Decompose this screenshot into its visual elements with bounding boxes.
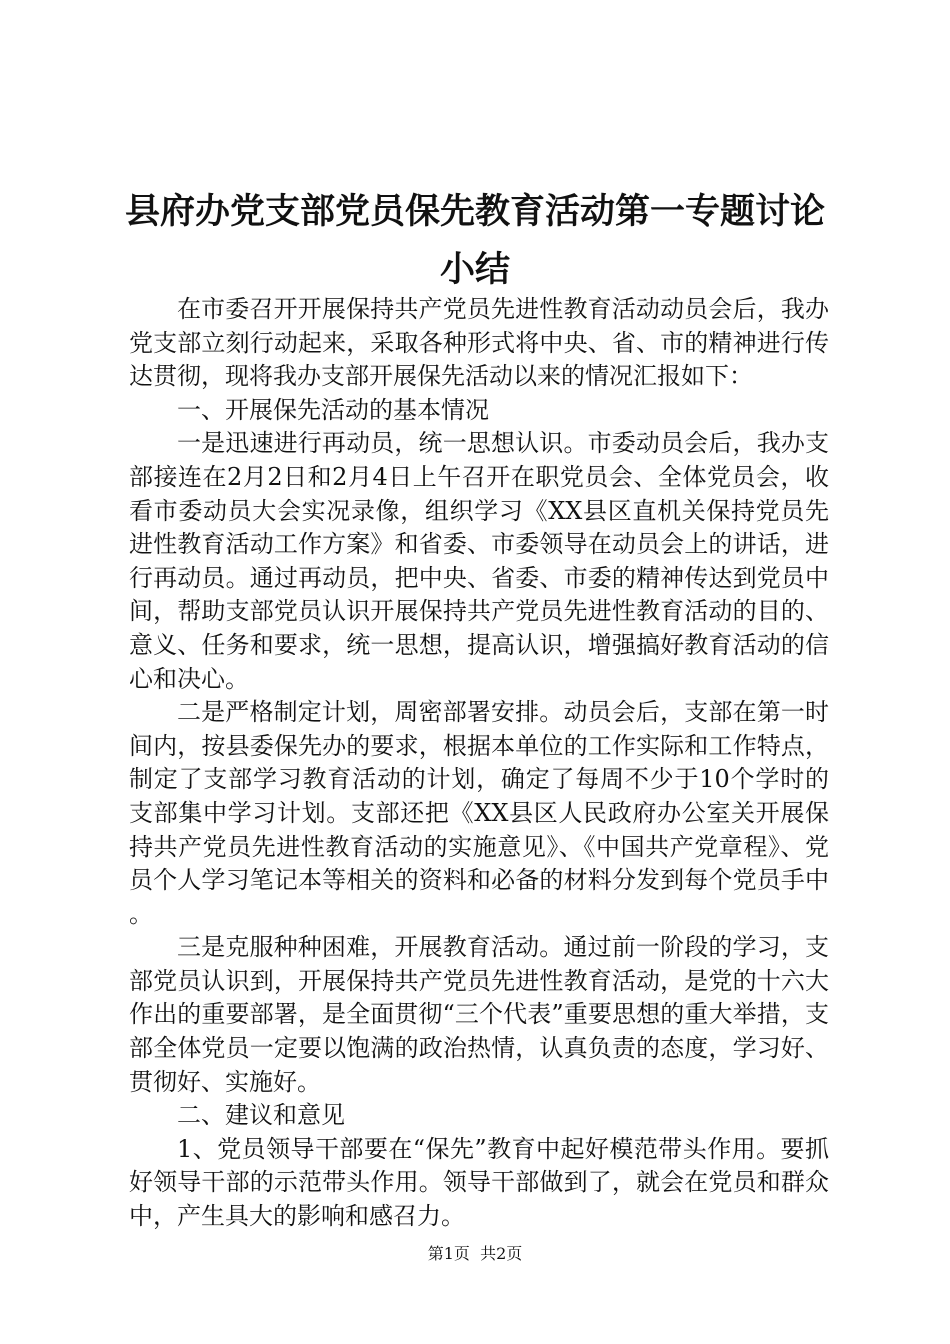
document-title-line-2: 小结 — [439, 250, 510, 290]
paragraph-planning: 二是严格制定计划，周密部署安排。动员会后，支部在第一时间内，按县委保先办的要求，根据本单位的工作实际和工作特点，制定了支部学习教育活动的计划，确定了每周不少于10个学时的支部集中学习计划。支部还把《XX县区人民政府办公室关开展保持共产党员先进性教育活动的实施意见》、《中国共产党章程》、党员个人学习笔记本等相关的资料和必备的材料分发到每个党员手中。 — [129, 698, 829, 928]
page-number-indicator: 第1页 共2页 — [427, 1244, 523, 1263]
intro-paragraph: 在市委召开开展保持共产党员先进性教育活动动员会后，我办党支部立刻行动起来，采取各种形式将中央、省、市的精神进行传达贯彻，现将我办支部开展保先活动以来的情况汇报如下： — [129, 295, 829, 391]
paragraph-education-activities: 三是克服种种困难，开展教育活动。通过前一阶段的学习，支部党员认识到，开展保持共产党员先进性教育活动，是党的十六大作出的重要部署，是全面贯彻“三个代表”重要思想的重大举措，支部全体党员一定要以饱满的政治热情，认真负责的态度，学习好、贯彻好、实施好。 — [129, 933, 829, 1096]
document-title-line-1: 县府办党支部党员保先教育活动第一专题讨论 — [124, 192, 825, 232]
section-heading-basic-situation: 一、开展保先活动的基本情况 — [177, 395, 489, 424]
section-heading-suggestions: 二、建议和意见 — [177, 1101, 345, 1130]
paragraph-remobilization: 一是迅速进行再动员，统一思想认识。市委动员会后，我办支部接连在2月2日和2月4日上午召开在职党员会、全体党员会，收看市委动员大会实况录像，组织学习《XX县区直机关保持党员先进性教育活动工作方案》和省委、市委领导在动员会上的讲话，进行再动员。通过再动员，把中央、省委、市委的精神传达到党员中间，帮助支部党员认识开展保持共产党员先进性教育活动的目的、意义、任务和要求，统一思想，提高认识，增强搞好教育活动的信心和决心。 — [129, 429, 829, 693]
paragraph-leadership-role: 1、党员领导干部要在“保先”教育中起好模范带头作用。要抓好领导干部的示范带头作用。领导干部做到了，就会在党员和群众中，产生具大的影响和感召力。 — [129, 1134, 829, 1231]
document-body — [129, 293, 829, 1234]
